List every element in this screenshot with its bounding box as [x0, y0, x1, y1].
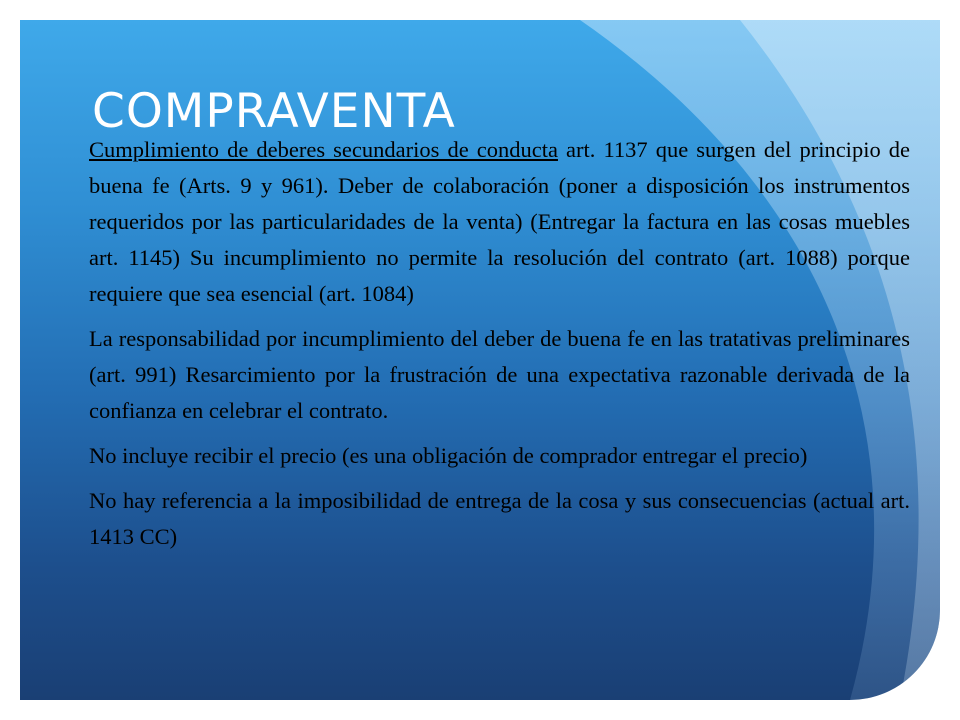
paragraph-deberes-secundarios — [89, 132, 910, 312]
slide-body — [89, 132, 910, 564]
slide-content — [20, 20, 940, 700]
underlined-phrase: Cumplimiento de deberes secundarios de conducta — [89, 137, 558, 162]
slide — [20, 20, 940, 700]
paragraph-text: art. 1137 que surgen del principio de buena fe (Arts. 9 y 961). Deber de colaboración (poner a disposición los instrumentos requeridos por las particularidades de la venta) (Entregar la factura en las cosas muebles art. 1145) Su incumplimiento no permite la resolución del contrato (art. 1088) porque requiere que sea esencial (art. 1084) — [89, 137, 910, 306]
paragraph-imposibilidad: No hay referencia a la imposibilidad de entrega de la cosa y sus consecuencias (actual art. 1413 CC) — [89, 488, 910, 549]
paragraph-responsabilidad: La responsabilidad por incumplimiento del deber de buena fe en las tratativas preliminares (art. 991) Resarcimiento por la frustración de una expectativa razonable derivada de la confianza en celebrar el contrato. — [89, 326, 910, 423]
paragraph-precio: No incluye recibir el precio (es una obligación de comprador entregar el precio) — [89, 443, 808, 468]
slide-title: COMPRAVENTA — [92, 84, 456, 139]
